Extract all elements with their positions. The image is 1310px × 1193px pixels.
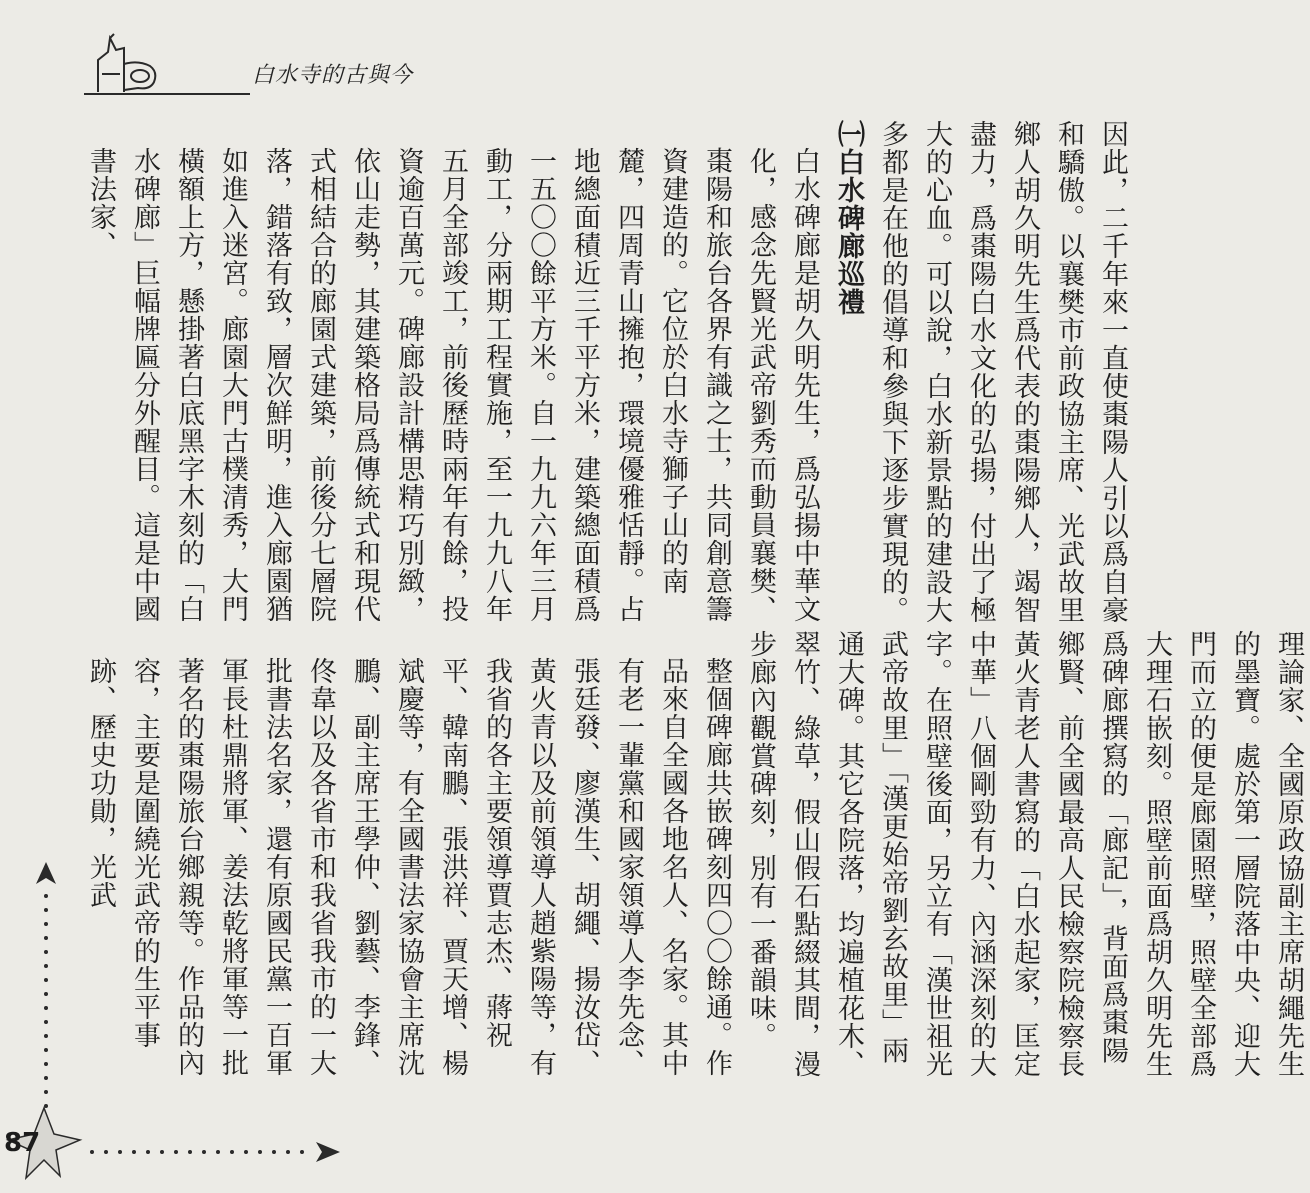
page-number: 87 xyxy=(4,1128,41,1158)
header-rule xyxy=(168,92,248,96)
castle-tower-icon xyxy=(80,30,170,100)
bottom-paragraph-2: 整個碑廊共嵌碑刻四〇〇餘通。作品來自全國各地名人、名家。其中有老一輩黨和國家領導人李先念、張廷發、廖漢生、胡繩、揚汝岱、黃火青以及前領導人趙紫陽等，有我省的各主要領導賈志杰、蔣祝平、韓南鵬、張洪祥、賈天增、楊斌慶等，有全國書法家協會主席沈鵬、副主席王學仲、劉藝、李鋒、佟韋以及各省市和我省我市的一大批書法名家，還有原國民黨一百軍軍長杜鼎將軍、姜法乾將軍等一批著名的棗陽旅台鄉親等。作品的內容，主要是圍繞光武帝的生平事跡、歷史功勛，光武 xyxy=(85,657,732,1077)
right-arrow-icon xyxy=(316,1142,340,1162)
top-vertical-text xyxy=(78,120,1134,625)
section-heading: ㈠白水碑廊巡禮 xyxy=(833,120,864,316)
top-paragraph-1: 因此，二千年來一直使棗陽人引以爲自豪和驕傲。以襄樊市前政協主席、光武故里鄉人胡久明先生爲代表的棗陽鄉人，竭智盡力，爲棗陽白水文化的弘揚，付出了極大的心血。可以說，白水新景點的建設大多都是在他的倡導和參與下逐步實現的。 xyxy=(877,120,1128,624)
top-paragraph-2: 白水碑廊是胡久明先生，爲弘揚中華文化，感念先賢光武帝劉秀而動員襄樊、棗陽和旅台各界有識之士，共同創意籌資建造的。它位於白水寺獅子山的南麓，四周青山擁抱，環境優雅恬靜。占地總面積近三千平方米，建築總面積爲一五〇〇餘平方米。自一九九六年三月動工，分兩期工程實施，至一九九八年五月全部竣工，前後歷時兩年有餘，投資逾百萬元。碑廊設計構思精巧別緻，依山走勢，其建築格局爲傳統式和現代式相結合的廊園式建築，前後分七層院落，錯落有致，層次鮮明，進入廊園猶如進入迷宮。廊園大門古樸清秀，大門橫額上方，懸掛著白底黑字木刻的「白水碑廊」巨幅牌匾分外醒目。這是中國書法家、 xyxy=(85,147,820,623)
footer-ornament xyxy=(0,850,800,1193)
running-header xyxy=(80,30,740,100)
running-title: 白水寺的古與今 xyxy=(252,63,414,88)
bottom-paragraph-1: 理論家、全國原政協副主席胡繩先生的墨寶。處於第一層院落中央、迎大門而立的便是廊園照壁，照壁全部爲大理石嵌刻。照壁前面爲胡久明先生爲碑廊撰寫的「廊記」，背面爲棗陽鄉賢、前全國最高人民檢察院檢察長黃火青老人書寫的「白水起家，匡定中華」八個剛勁有力、內涵深刻的大字。在照壁後面，另立有「漢世祖光武帝故里」「漢更始帝劉玄故里」兩通大碑。其它各院落，均遍植花木、翠竹、綠草，假山假石點綴其間，漫步廊內觀賞碑刻，別有一番韻味。 xyxy=(745,630,1304,1078)
up-arrow-icon xyxy=(36,862,56,884)
top-text-block xyxy=(78,120,1128,625)
